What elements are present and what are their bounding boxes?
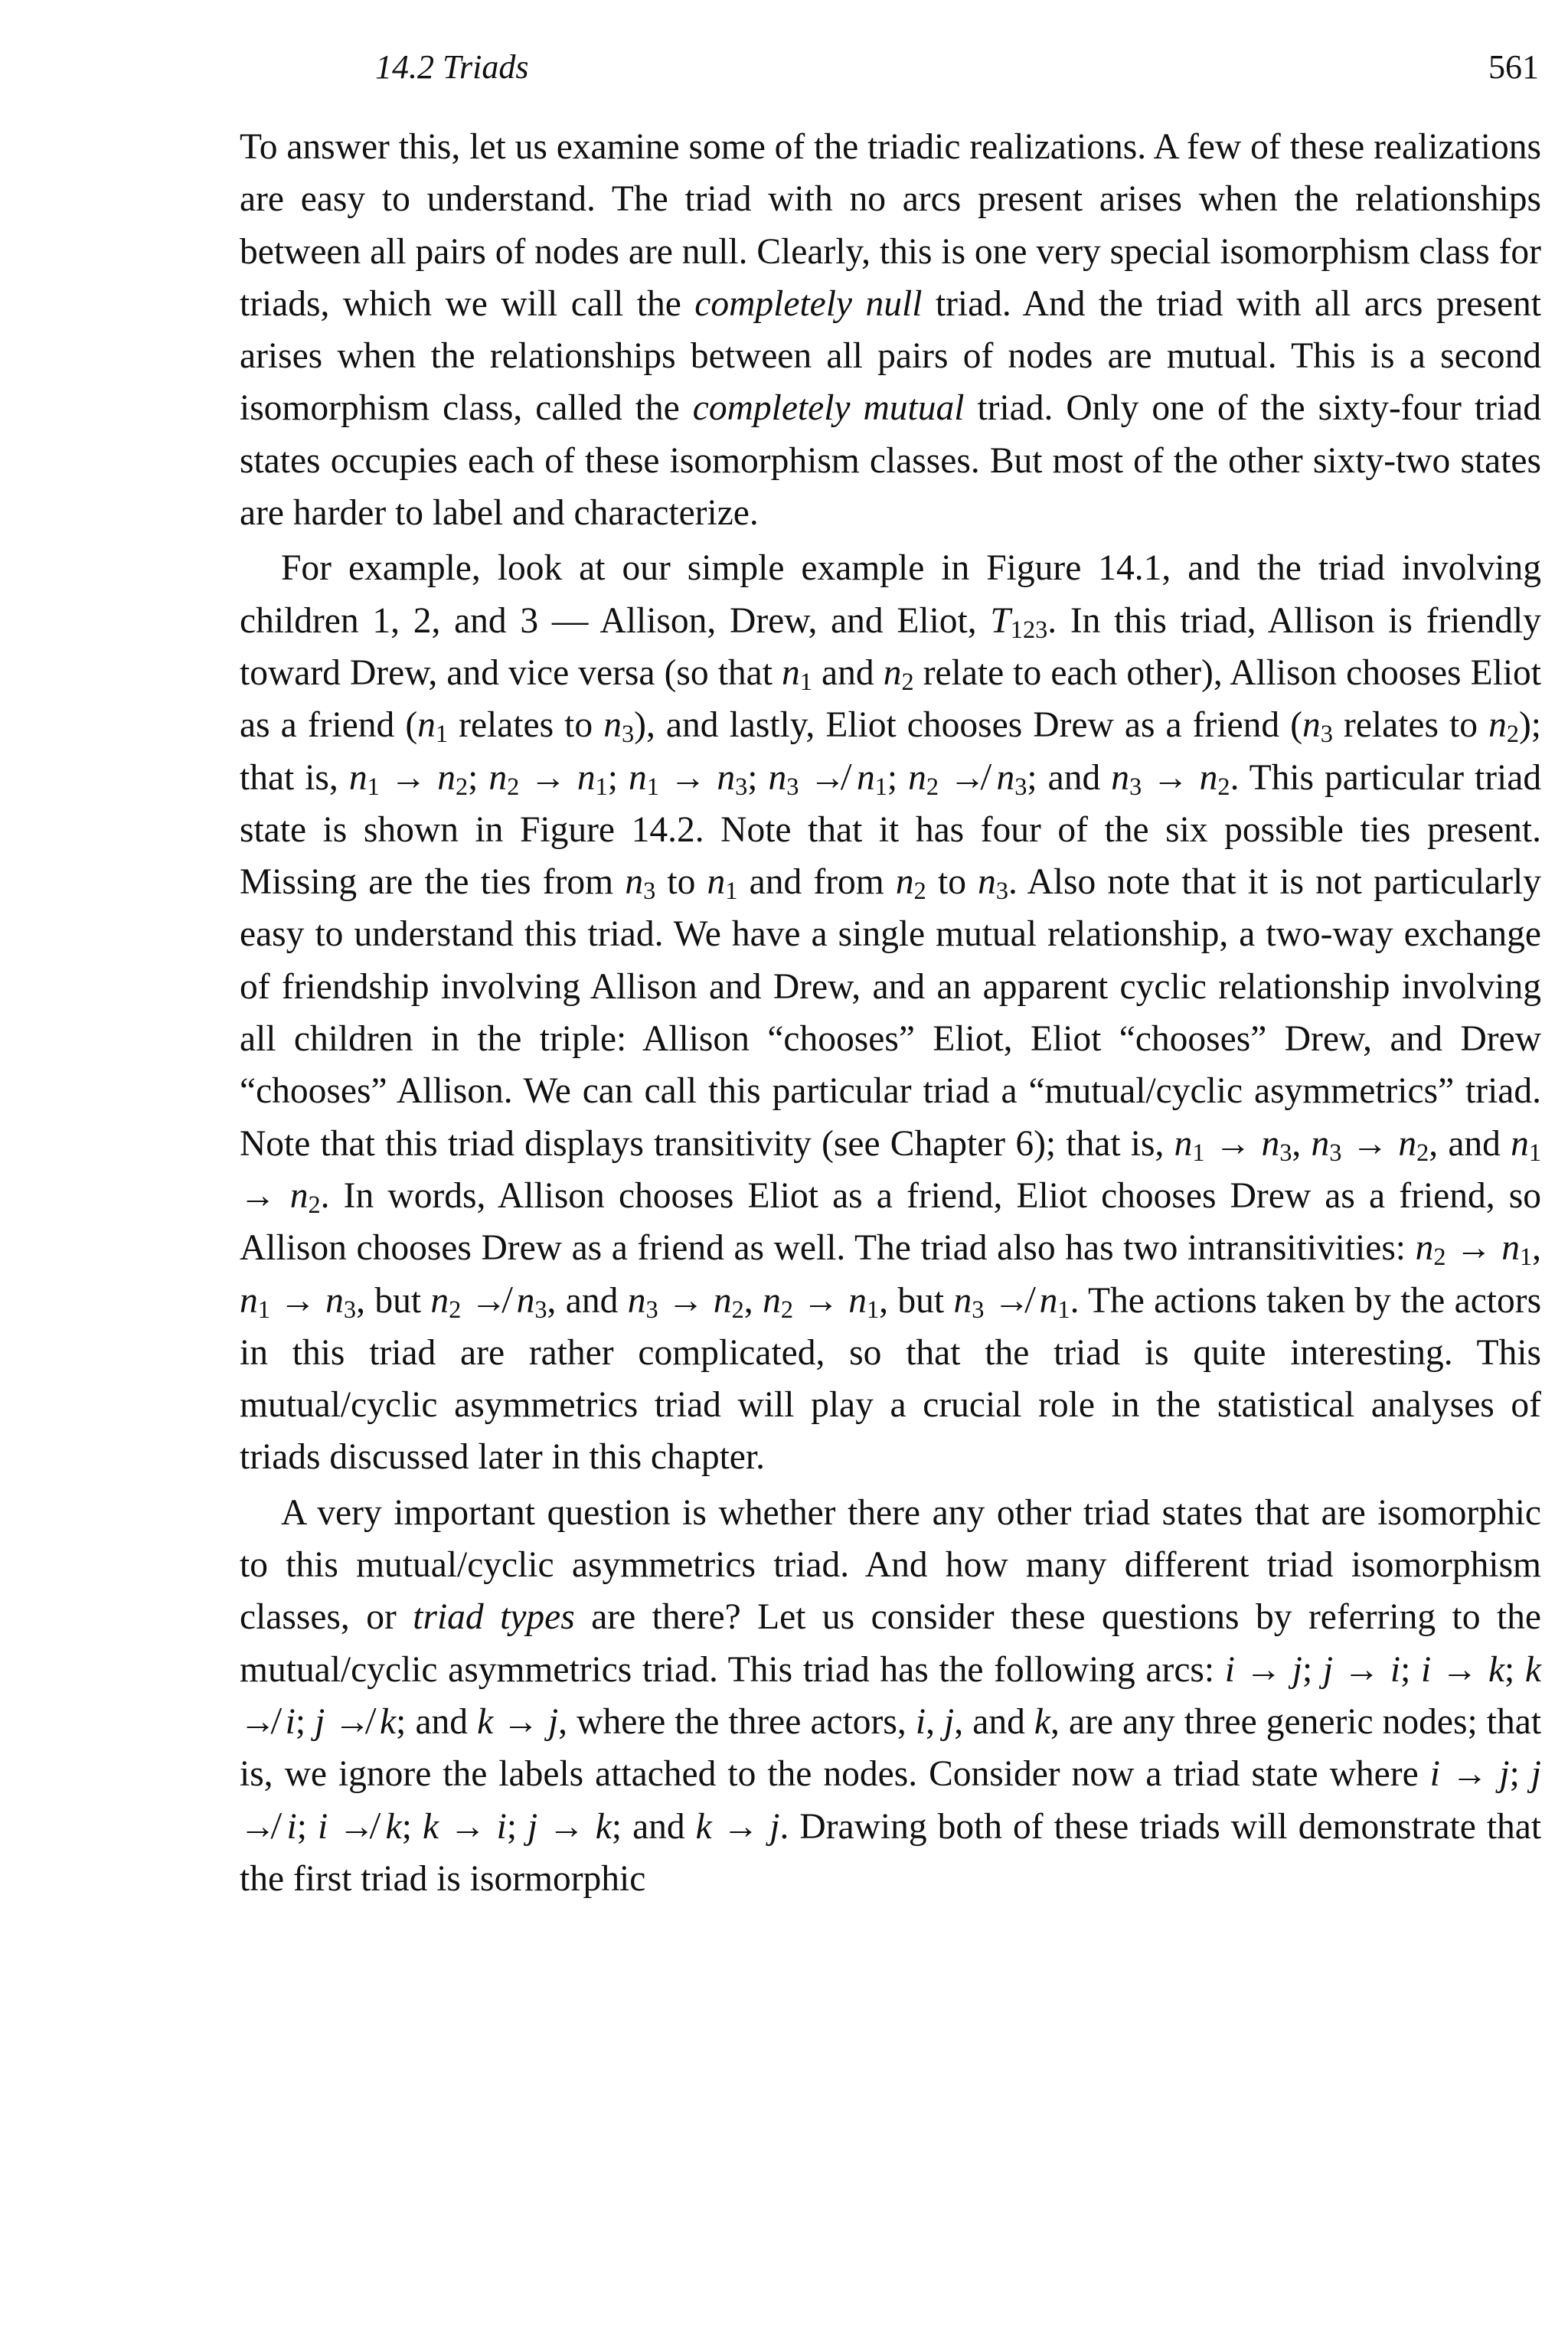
paragraph-1: To answer this, let us examine some of the triadic realizations. A few of these realizations are easy to understand. The triad with no arcs present arises when the relationships between all pairs of nodes are null. Clearly, this is one very special isomorphism class for triads, which we will call the completely null triad. And the triad with all arcs present arises when the relationships between all pairs of nodes are mutual. This is a second isomorphism class, called the completely mutual triad. Only one of the sixty-four triad states occupies each of these isomorphism classes. But most of the other sixty-two states are harder to label and characterize. <box>240 127 1542 534</box>
running-head <box>375 47 1539 93</box>
body-text <box>240 121 1541 1905</box>
page-number: 561 <box>1488 48 1539 86</box>
section-title: 14.2 Triads <box>375 48 529 86</box>
paragraph-3: A very important question is whether there any other triad states that are isomorphic to this mutual/cyclic asymmetrics triad. And how many different triad isomorphism classes, or triad types are there? Let us consider these questions by referring to the mutual/cyclic asymmetrics triad. This triad has the following arcs: i → j; j → i; i → k; k ↛ i; j ↛ k; and k → j, where the three actors, i, j, and k, are any three generic nodes; that is, we ignore the labels attached to the nodes. Consider now a triad state where i → j; j ↛ i; i ↛ k; k → i; j → k; and k → j. Drawing both of these triads will demonstrate that the first triad is isormorphic <box>240 1492 1542 1899</box>
paragraph-2: For example, look at our simple example in Figure 14.1, and the triad involving children 1, 2, and 3 — Allison, Drew, and Eliot, $T_{123}$. In this triad, Allison is friendly toward Drew, and vice versa (so that $n_1$ and $n_2$ relate to each other), Allison chooses Eliot as a friend ($n_1$ relates to $n_3$), and lastly, Eliot chooses Drew as a friend ($n_3$ relates to $n_2$); that is, $n_1 \to n_2$; $n_2 \to n_1$; $n_1 \to n_3$; $n_3$ ↛ $n_1$; $n_2$ ↛ $n_3$; and $n_3 \to n_2$. This particular triad state is shown in Figure 14.2. Note that it has four of the six possible ties present. Missing are the ties from $n_3$ to $n_1$ and from $n_2$ to $n_3$. Also note that it is not particularly easy to understand this triad. We have a single mutual relationship, a two-way exchange of friendship involving Allison and Drew, and an apparent cyclic relationship involving all children in the triple: Allison “chooses” Eliot, Eliot “chooses” Drew, and Drew “chooses” Allison. We can call this particular triad a “mutual/cyclic asymmetrics” triad. Note that this triad displays transitivity (see Chapter 6); that is, $n_1 \to n_3$, $n_3 \to n_2$, and $n_1 \to n_2$. In words, Allison chooses Eliot as a friend, Eliot chooses Drew as a friend, so Allison chooses Drew as a friend as well. The triad also has two intransitivities: $n_2 \to n_1$, $n_1 \to n_3$, but $n_2$ ↛ $n_3$, and $n_3 \to n_2$, $n_2 \to n_1$, but $n_3$ ↛ $n_1$. The actions taken by the actors in this triad are rather complicated, so that the triad is quite interesting. This mutual/cyclic asymmetrics triad will play a crucial role in the statistical analyses of triads discussed later in this chapter. <box>240 548 1542 1478</box>
